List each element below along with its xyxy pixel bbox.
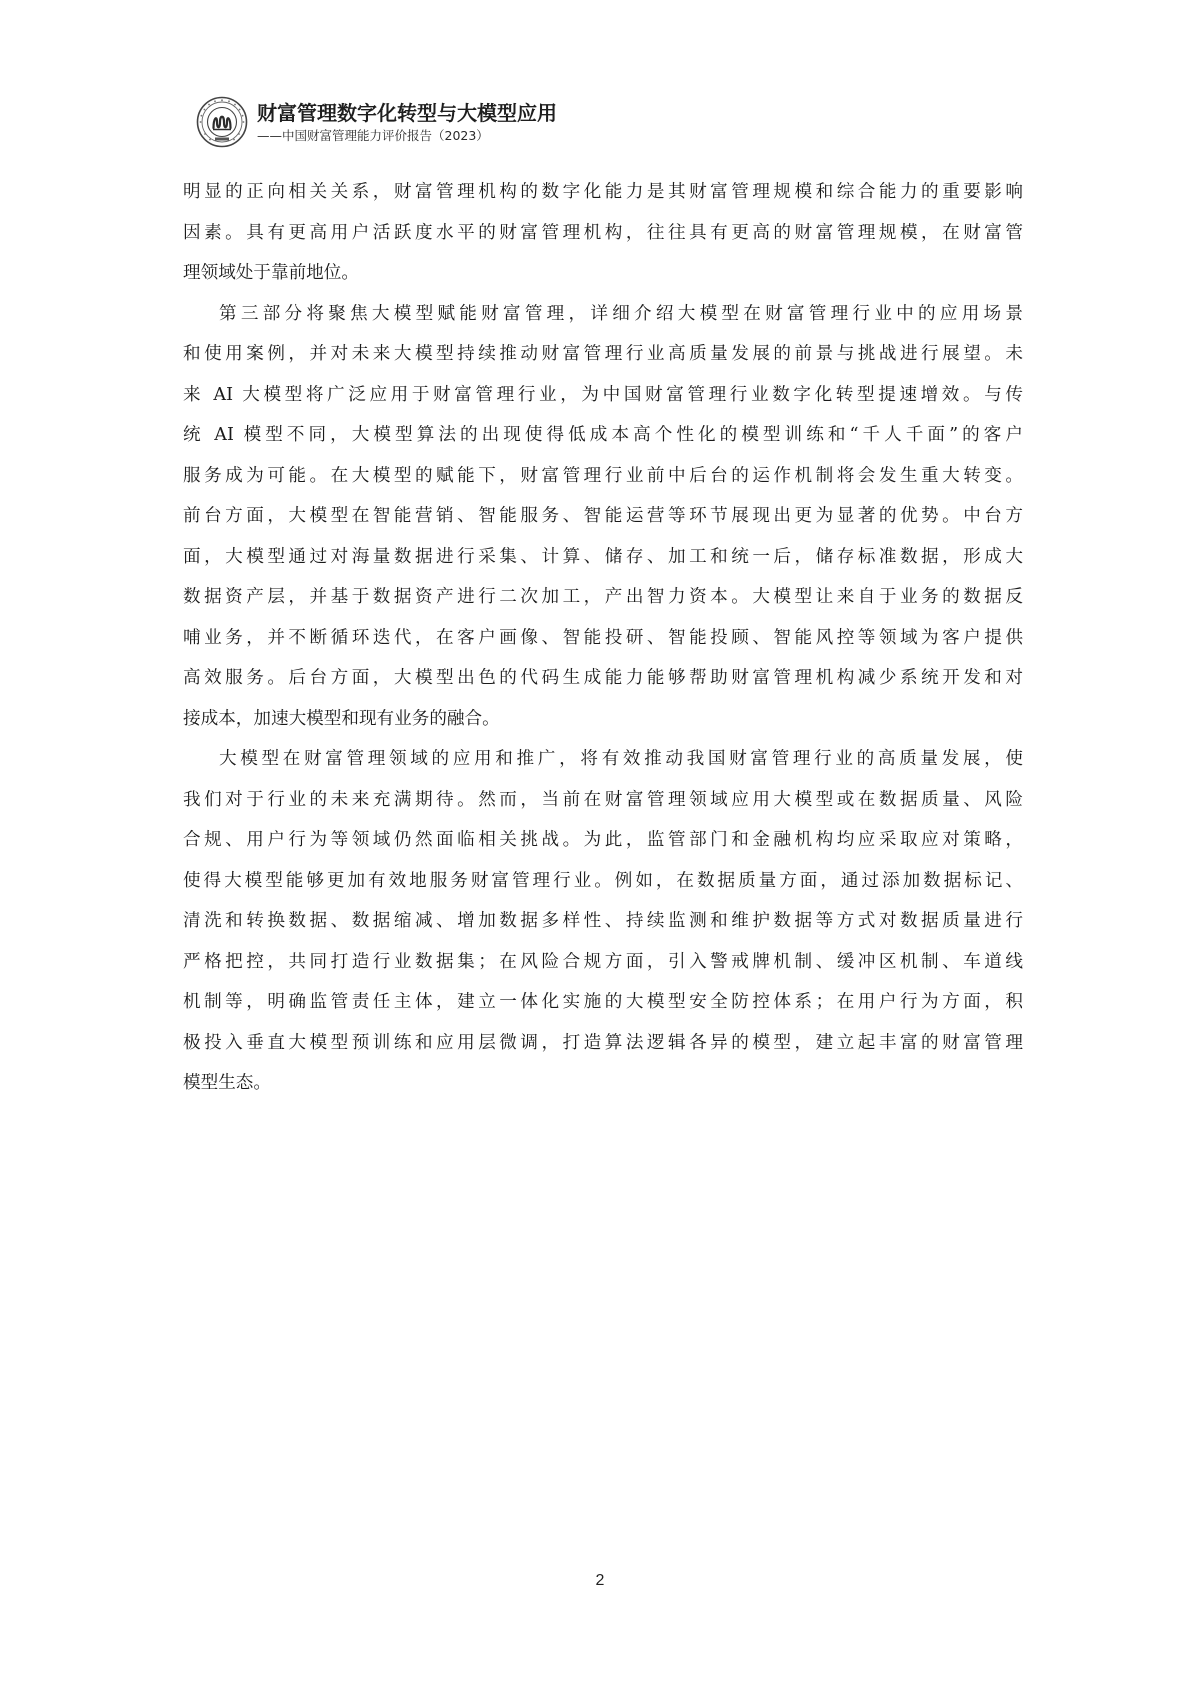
page-number: 2 [595, 1572, 605, 1589]
paragraph-line: 服务成为可能。在大模型的赋能下，财富管理行业前中后台的运作机制将会发生重大转变。 [183, 465, 1023, 486]
paragraph-line: 清洗和转换数据、数据缩减、增加数据多样性、持续监测和维护数据等方式对数据质量进行 [183, 911, 1023, 931]
paragraph-line: 第三部分将聚焦大模型赋能财富管理，详细介绍大模型在财富管理行业中的应用场景 [219, 303, 1023, 324]
paragraph-line: 和使用案例，并对未来大模型持续推动财富管理行业高质量发展的前景与挑战进行展望。未 [183, 344, 1023, 364]
paragraph-2 [183, 294, 1023, 740]
paragraph-line: 前台方面，大模型在智能营销、智能服务、智能运营等环节展现出更为显著的优势。中台方 [183, 506, 1023, 526]
circular-seal-logo-icon [196, 96, 248, 148]
paragraph-line: 接成本，加速大模型和现有业务的融合。 [183, 708, 500, 729]
paragraph-line: 来 AI 大模型将广泛应用于财富管理行业，为中国财富管理行业数字化转型提速增效。与传 [183, 384, 1023, 405]
paragraph-line: 合规、用户行为等领域仍然面临相关挑战。为此，监管部门和金融机构均应采取应对策略， [183, 830, 1023, 850]
paragraph-line: 明显的正向相关关系，财富管理机构的数字化能力是其财富管理规模和综合能力的重要影响 [183, 182, 1023, 202]
paragraph-line: 哺业务，并不断循环迭代，在客户画像、智能投研、智能投顾、智能风控等领域为客户提供 [183, 627, 1023, 648]
paragraph-1 [183, 172, 1023, 294]
paragraph-line: 高效服务。后台方面，大模型出色的代码生成能力能够帮助财富管理机构减少系统开发和对 [183, 668, 1023, 688]
paragraph-line: 理领域处于靠前地位。 [183, 263, 359, 283]
report-header [196, 92, 557, 152]
paragraph-line: 面，大模型通过对海量数据进行采集、计算、储存、加工和统一后，储存标准数据，形成大 [183, 546, 1023, 567]
paragraph-3 [183, 739, 1023, 1104]
paragraph-line: 我们对于行业的未来充满期待。然而，当前在财富管理领域应用大模型或在数据质量、风险 [183, 789, 1023, 810]
report-subtitle: ——中国财富管理能力评价报告（2023） [257, 127, 489, 143]
paragraph-line: 统 AI 模型不同，大模型算法的出现使得低成本高个性化的模型训练和“千人千面”的客户 [183, 425, 1023, 445]
paragraph-line: 机制等，明确监管责任主体，建立一体化实施的大模型安全防控体系；在用户行为方面，积 [183, 992, 1023, 1012]
paragraph-line: 严格把控，共同打造行业数据集；在风险合规方面，引入警戒牌机制、缓冲区机制、车道线 [183, 951, 1023, 972]
paragraph-line: 使得大模型能够更加有效地服务财富管理行业。例如，在数据质量方面，通过添加数据标记、 [183, 870, 1023, 891]
header-text-block [257, 100, 557, 145]
report-title: 财富管理数字化转型与大模型应用 [257, 100, 557, 125]
paragraph-line: 极投入垂直大模型预训练和应用层微调，打造算法逻辑各异的模型，建立起丰富的财富管理 [183, 1032, 1023, 1053]
paragraph-line: 因素。具有更高用户活跃度水平的财富管理机构，往往具有更高的财富管理规模，在财富管 [183, 222, 1023, 243]
body-text [183, 172, 1023, 1104]
paragraph-line: 模型生态。 [183, 1073, 271, 1093]
paragraph-line: 大模型在财富管理领域的应用和推广，将有效推动我国财富管理行业的高质量发展，使 [219, 749, 1023, 769]
paragraph-line: 数据资产层，并基于数据资产进行二次加工，产出智力资本。大模型让来自于业务的数据反 [183, 587, 1023, 607]
